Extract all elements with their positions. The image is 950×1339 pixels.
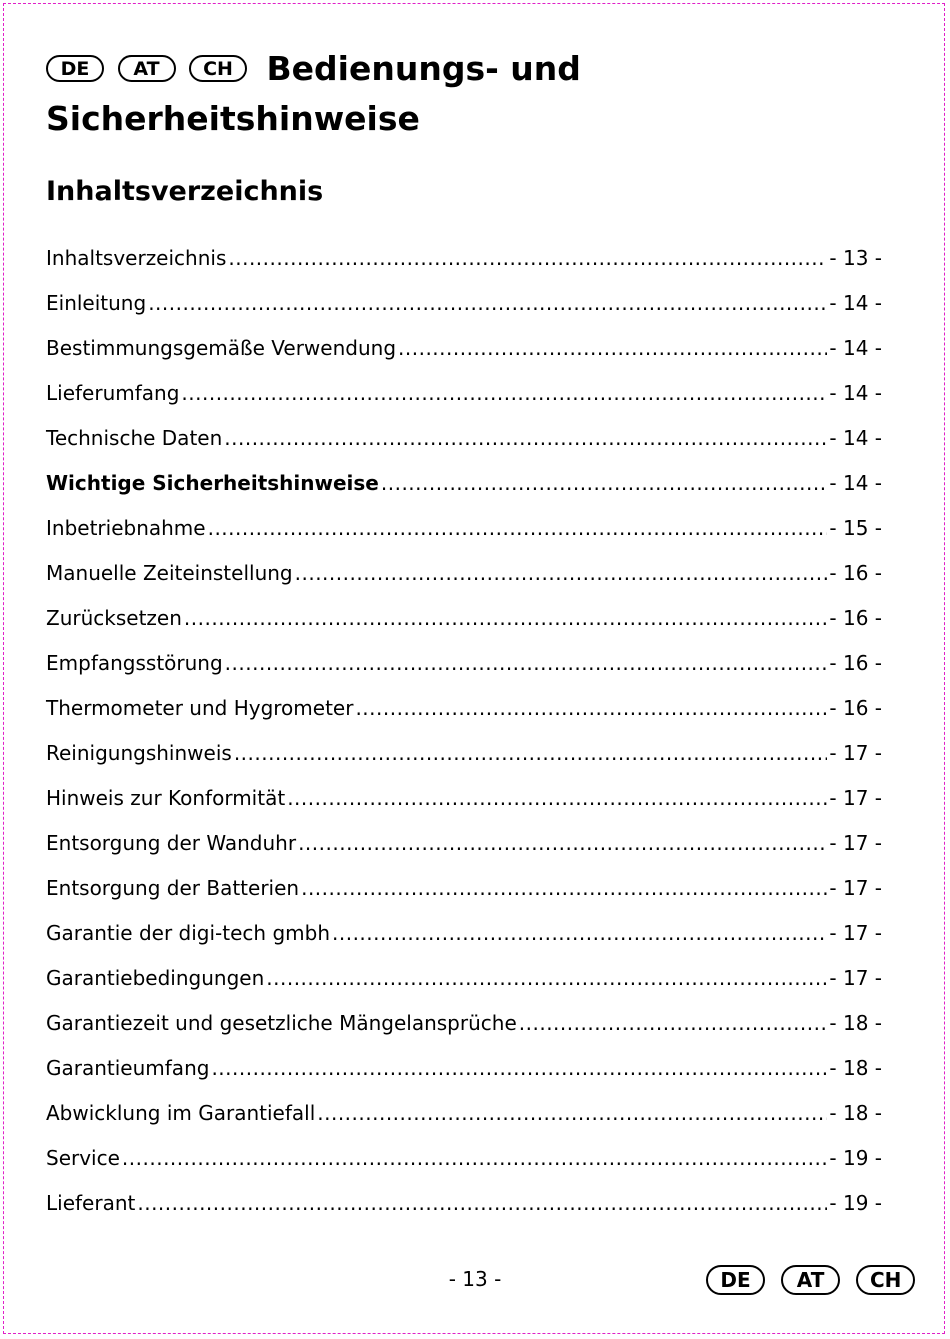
- toc-entry-page: - 18 -: [829, 1101, 882, 1125]
- toc-entry[interactable]: [46, 776, 882, 821]
- toc-entry-page: - 18 -: [829, 1011, 882, 1035]
- country-badge-at: AT: [118, 55, 176, 82]
- toc-entry-page: - 14 -: [829, 336, 882, 360]
- dot-leader: [225, 641, 828, 686]
- dot-leader: [137, 1181, 827, 1226]
- country-badge-de: DE: [46, 55, 104, 82]
- dot-leader: [355, 686, 827, 731]
- toc-entry-label: Thermometer und Hygrometer: [46, 696, 354, 720]
- toc-entry-label: Garantieumfang: [46, 1056, 210, 1080]
- dot-leader: [228, 236, 827, 281]
- country-badge-ch: CH: [189, 55, 247, 82]
- toc-entry-page: - 17 -: [829, 876, 882, 900]
- dot-leader: [208, 506, 828, 551]
- toc-entry[interactable]: [46, 281, 882, 326]
- dot-leader: [295, 551, 828, 596]
- toc-entry[interactable]: [46, 1181, 882, 1226]
- dot-leader: [234, 731, 828, 776]
- toc-entry-page: - 17 -: [829, 786, 882, 810]
- dot-leader: [287, 776, 827, 821]
- toc-entry-label: Entsorgung der Batterien: [46, 876, 300, 900]
- toc-entry-label: Zurücksetzen: [46, 606, 182, 630]
- toc-entry[interactable]: [46, 326, 882, 371]
- toc-entry-label: Inhaltsverzeichnis: [46, 246, 227, 270]
- toc-entry-page: - 13 -: [829, 246, 882, 270]
- toc-entry-page: - 19 -: [829, 1146, 882, 1170]
- toc-entry-page: - 14 -: [829, 291, 882, 315]
- footer-country-badges: [706, 1265, 915, 1295]
- toc-entry[interactable]: [46, 641, 882, 686]
- dot-leader: [332, 911, 827, 956]
- toc-entry-page: - 17 -: [829, 741, 882, 765]
- dot-leader: [398, 326, 827, 371]
- dot-leader: [301, 866, 827, 911]
- toc-entry-page: - 16 -: [829, 696, 882, 720]
- toc-entry-label: Service: [46, 1146, 120, 1170]
- toc-entry[interactable]: [46, 821, 882, 866]
- toc-entry[interactable]: [46, 911, 882, 956]
- toc-entry[interactable]: [46, 371, 882, 416]
- toc-entry-page: - 16 -: [829, 651, 882, 675]
- toc-entry-page: - 14 -: [829, 471, 882, 495]
- toc-entry-label: Einleitung: [46, 291, 147, 315]
- page-heading: [46, 44, 906, 144]
- toc-entry-page: - 19 -: [829, 1191, 882, 1215]
- dot-leader: [266, 956, 827, 1001]
- toc-entry-label: Bestimmungsgemäße Verwendung: [46, 336, 397, 360]
- toc-entry-label: Lieferant: [46, 1191, 136, 1215]
- toc-entry-label: Hinweis zur Konformität: [46, 786, 286, 810]
- toc-entry-label: Wichtige Sicherheitshinweise: [46, 471, 379, 495]
- dot-leader: [184, 596, 827, 641]
- toc-entry-label: Garantiezeit und gesetzliche Mängelansprüche: [46, 1011, 517, 1035]
- toc-entry-label: Manuelle Zeiteinstellung: [46, 561, 293, 585]
- footer-badge-at: AT: [781, 1265, 840, 1295]
- toc-entry-page: - 18 -: [829, 1056, 882, 1080]
- toc-entry-label: Entsorgung der Wanduhr: [46, 831, 297, 855]
- toc-entry-page: - 15 -: [829, 516, 882, 540]
- page-title: Bedienungs- und Sicherheitshinweise: [46, 49, 581, 138]
- dot-leader: [148, 281, 827, 326]
- toc-entry[interactable]: [46, 506, 882, 551]
- toc-entry[interactable]: [46, 956, 882, 1001]
- toc-entry-page: - 14 -: [829, 381, 882, 405]
- toc-entry[interactable]: [46, 686, 882, 731]
- toc-entry-label: Reinigungshinweis: [46, 741, 232, 765]
- toc-entry-label: Garantie der digi-tech gmbh: [46, 921, 330, 945]
- toc-entry-label: Abwicklung im Garantiefall: [46, 1101, 316, 1125]
- toc-entry-label: Garantiebedingungen: [46, 966, 265, 990]
- toc-entry[interactable]: [46, 731, 882, 776]
- toc-entry[interactable]: [46, 551, 882, 596]
- toc-entry[interactable]: [46, 1136, 882, 1181]
- table-of-contents: [46, 236, 882, 1226]
- toc-entry-label: Inbetriebnahme: [46, 516, 206, 540]
- toc-entry-page: - 17 -: [829, 966, 882, 990]
- toc-entry-page: - 17 -: [829, 921, 882, 945]
- dot-leader: [181, 371, 827, 416]
- dot-leader: [381, 461, 828, 506]
- footer-badge-de: DE: [706, 1265, 765, 1295]
- dot-leader: [298, 821, 827, 866]
- toc-entry-label: Technische Daten: [46, 426, 223, 450]
- toc-entry[interactable]: [46, 236, 882, 281]
- toc-entry-page: - 16 -: [829, 561, 882, 585]
- toc-entry[interactable]: [46, 866, 882, 911]
- toc-entry-page: - 17 -: [829, 831, 882, 855]
- toc-entry-page: - 14 -: [829, 426, 882, 450]
- toc-entry[interactable]: [46, 1046, 882, 1091]
- footer-badge-ch: CH: [856, 1265, 915, 1295]
- toc-entry-label: Lieferumfang: [46, 381, 180, 405]
- toc-title: Inhaltsverzeichnis: [46, 176, 324, 207]
- toc-entry[interactable]: [46, 416, 882, 461]
- footer-page-number: - 13 -: [448, 1267, 502, 1291]
- toc-entry[interactable]: [46, 1001, 882, 1046]
- dot-leader: [519, 1001, 828, 1046]
- toc-entry[interactable]: [46, 461, 882, 506]
- toc-entry[interactable]: [46, 596, 882, 641]
- toc-entry[interactable]: [46, 1091, 882, 1136]
- dot-leader: [317, 1091, 827, 1136]
- dot-leader: [224, 416, 827, 461]
- toc-entry-label: Empfangsstörung: [46, 651, 223, 675]
- toc-entry-page: - 16 -: [829, 606, 882, 630]
- dot-leader: [211, 1046, 827, 1091]
- dot-leader: [122, 1136, 827, 1181]
